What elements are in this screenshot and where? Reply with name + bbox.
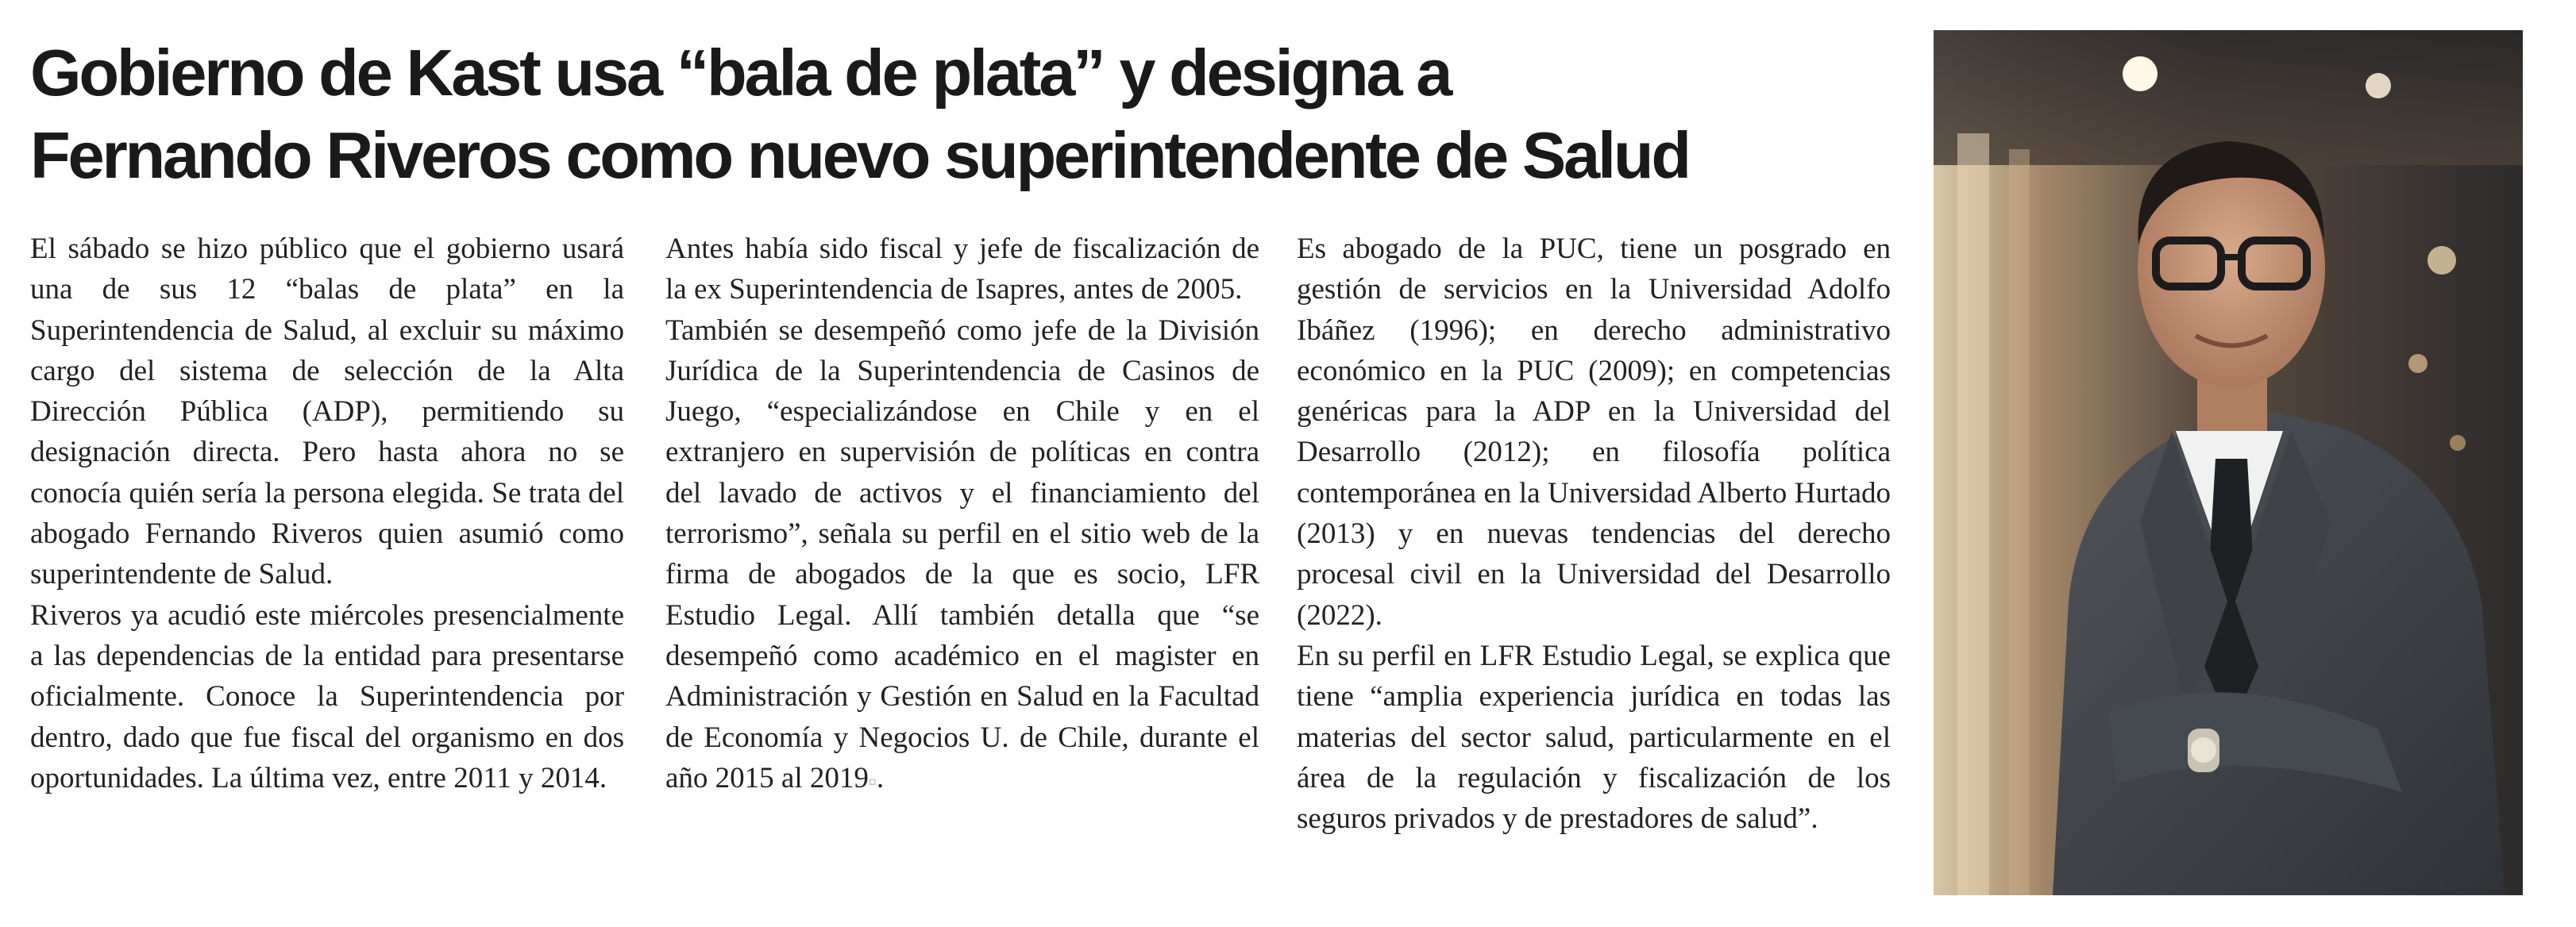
paragraph	[665, 310, 1259, 804]
end-mark-icon: ¤	[868, 773, 877, 791]
article-column-1	[30, 229, 624, 798]
paragraph: En su perfil en LFR Estudio Legal, se explica que tiene “amplia experiencia jurídica en todas las materias del sector salud, particularmente en el área de la regulación y fiscalización de los seguros privados y de prestadores de salud”.	[1297, 639, 1891, 836]
paragraph: Riveros ya acudió este miércoles presencialmente a las dependencias de la entidad para presentarse oficialmente. Conoce la Superintendencia por dentro, dado que fue fiscal del organismo en dos oportunidades. La última vez, entre 2011 y 2014.	[30, 598, 624, 794]
end-punctuation: .	[876, 761, 885, 794]
portrait-photo	[1934, 30, 2523, 895]
article-column-2	[665, 229, 1259, 803]
article-column-3	[1297, 229, 1891, 839]
headline	[30, 32, 1920, 197]
paragraph: El sábado se hizo público que el gobierno usará una de sus 12 “balas de plata” en la Superintendencia de Salud, al excluir su máximo cargo del sistema de selección de la Alta Dirección Pública (ADP), permitiendo su designación directa. Pero hasta ahora no se conocía quién sería la persona elegida. Se trata del abogado Fernando Riveros quien asumió como superintendente de Salud.	[30, 233, 624, 591]
headline-line-1: Gobierno de Kast usa “bala de plata” y designa a	[30, 36, 1451, 110]
paragraph-text: También se desempeñó como jefe de la División Jurídica de la Superintendencia de Casinos de Juego, “especializándose en Chile y en el extranjero en supervisión de políticas en contra del lavado de activos y el financiamiento del terrorismo”, señala su perfil en el sitio web de la firma de abogados de la que es socio, LFR Estudio Legal. Allí también detalla que “se desempeñó como académico en el magister en Administración y Gestión en Salud en la Facultad de Economía y Negocios U. de Chile, durante el año 2015 al 2019	[665, 313, 1259, 794]
headline-line-2: Fernando Riveros como nuevo superintendente de Salud	[30, 118, 1689, 192]
paragraph: Es abogado de la PUC, tiene un posgrado en gestión de servicios en la Universidad Adolfo Ibáñez (1996); en derecho administrativo económico en la PUC (2009); en competencias genéricas para la ADP en la Universidad del Desarrollo (2012); en filosofía política contemporánea en la Universidad Alberto Hurtado (2013) y en nuevas tendencias del derecho procesal civil en la Universidad del Desarrollo (2022).	[1297, 233, 1891, 632]
paragraph: Antes había sido fiscal y jefe de fiscalización de la ex Superintendencia de Isapres, antes de 2005.	[665, 233, 1259, 306]
portrait-illustration	[1934, 30, 2523, 895]
